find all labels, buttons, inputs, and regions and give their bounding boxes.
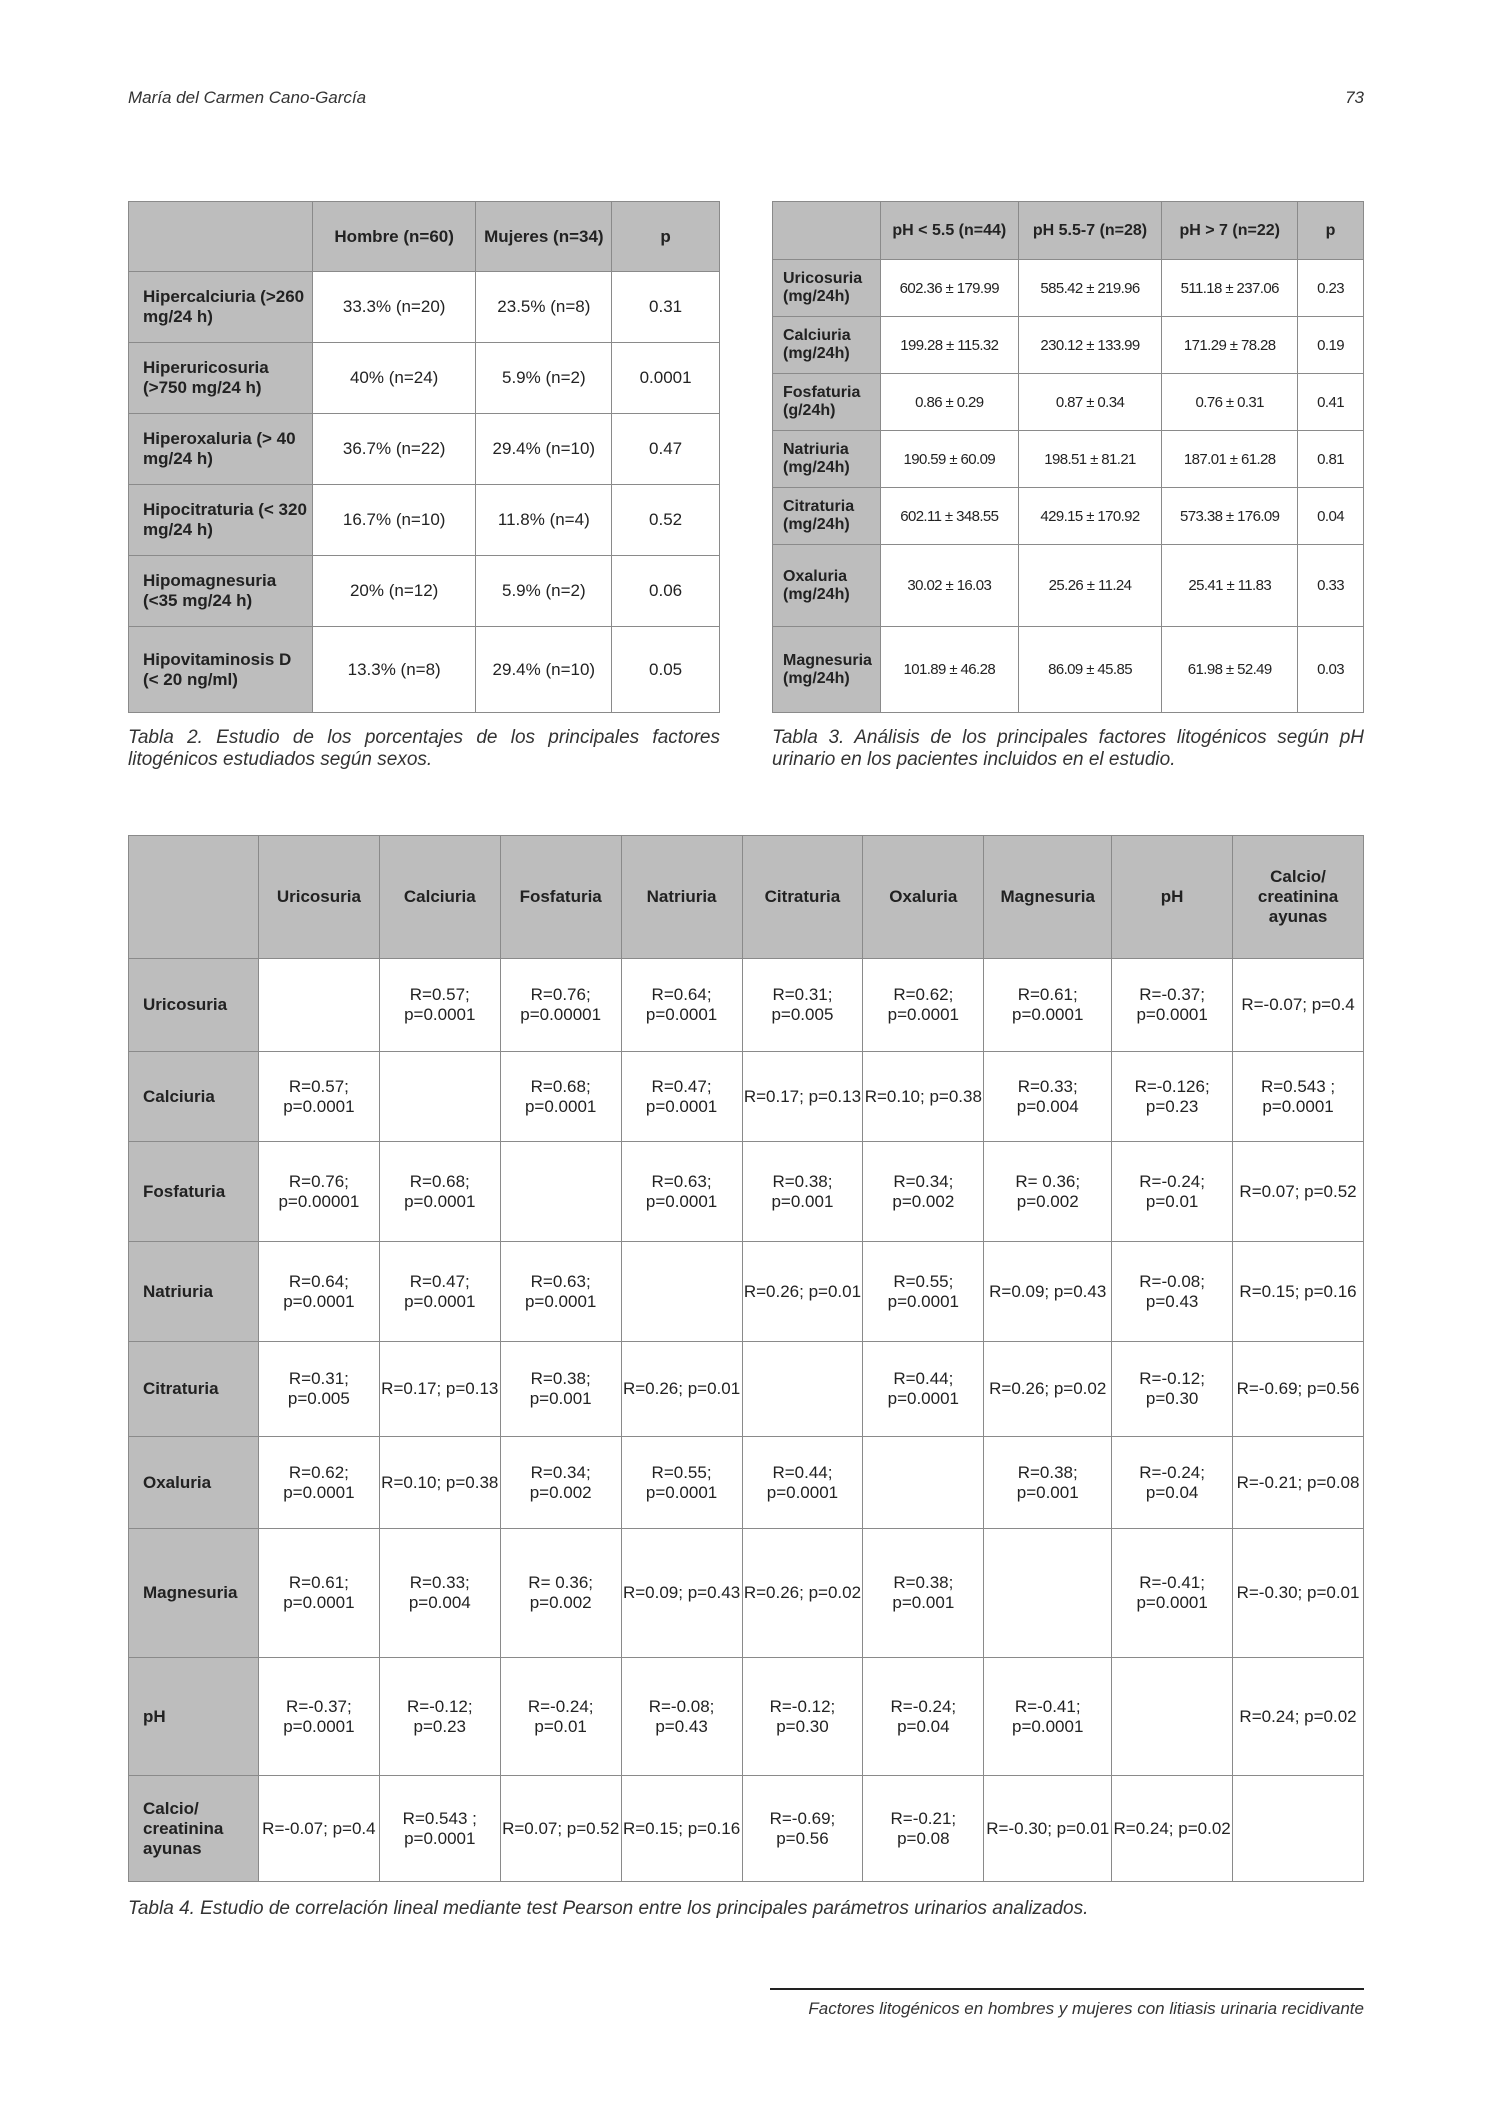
- table-4-pearson-correlation: [128, 835, 1364, 1882]
- table-cell: 602.11 ± 348.55: [880, 488, 1018, 545]
- table-row: [129, 1529, 1364, 1658]
- table-row: [129, 1342, 1364, 1437]
- table-cell: R=0.26; p=0.02: [742, 1529, 863, 1658]
- table-row: [773, 545, 1364, 627]
- column-header: Mujeres (n=34): [476, 202, 612, 272]
- table-cell: 0.47: [612, 414, 720, 485]
- table-cell: [1233, 1776, 1364, 1882]
- table-cell: R=-0.30; p=0.01: [984, 1776, 1112, 1882]
- table-cell: R=-0.07; p=0.4: [1233, 959, 1364, 1052]
- table-cell: R=0.57; p=0.0001: [258, 1052, 379, 1142]
- row-header: Calcio/ creatinina ayunas: [129, 1776, 259, 1882]
- table-row: [129, 1242, 1364, 1342]
- row-header: Natriuria: [129, 1242, 259, 1342]
- running-header-author: María del Carmen Cano-García: [128, 88, 367, 107]
- column-header: Fosfaturia: [500, 836, 621, 959]
- table-cell: R=-0.21; p=0.08: [863, 1776, 984, 1882]
- table-cell: [863, 1437, 984, 1529]
- row-header: Hipocitraturia (< 320 mg/24 h): [129, 485, 313, 556]
- table-header-row: [129, 202, 720, 272]
- table-cell: 36.7% (n=22): [312, 414, 476, 485]
- table-cell: R=0.38; p=0.001: [863, 1529, 984, 1658]
- table-cell: R=-0.37; p=0.0001: [1112, 959, 1233, 1052]
- column-header: p: [1298, 202, 1364, 260]
- table-row: [129, 556, 720, 627]
- table-cell: R=-0.08; p=0.43: [1112, 1242, 1233, 1342]
- table-row: [773, 431, 1364, 488]
- table-cell: R=0.543 ; p=0.0001: [379, 1776, 500, 1882]
- table-cell: 187.01 ± 61.28: [1162, 431, 1298, 488]
- table-cell: R=0.62; p=0.0001: [863, 959, 984, 1052]
- table-cell: 20% (n=12): [312, 556, 476, 627]
- table-header-row: [773, 202, 1364, 260]
- table-cell: R=0.26; p=0.01: [621, 1342, 742, 1437]
- row-header: Citraturia: [129, 1342, 259, 1437]
- table-cell: 13.3% (n=8): [312, 627, 476, 713]
- table-cell: R=0.31; p=0.005: [742, 959, 863, 1052]
- row-header: Natriuria (mg/24h): [773, 431, 881, 488]
- table-cell: R=0.63; p=0.0001: [500, 1242, 621, 1342]
- table-2-sex-comparison: [128, 201, 720, 713]
- table-cell: R=-0.24; p=0.04: [1112, 1437, 1233, 1529]
- table-cell: 16.7% (n=10): [312, 485, 476, 556]
- table-cell: 0.76 ± 0.31: [1162, 374, 1298, 431]
- row-header: Oxaluria: [129, 1437, 259, 1529]
- table-cell: R=0.10; p=0.38: [379, 1437, 500, 1529]
- table-cell: R=-0.12; p=0.30: [1112, 1342, 1233, 1437]
- table-header-row: [129, 836, 1364, 959]
- table-cell: R=0.57; p=0.0001: [379, 959, 500, 1052]
- table-row: [129, 1437, 1364, 1529]
- table-cell: 0.03: [1298, 627, 1364, 713]
- table-row: [129, 1142, 1364, 1242]
- table-3-ph-analysis: [772, 201, 1364, 713]
- table-cell: [258, 959, 379, 1052]
- table-cell: R=-0.41; p=0.0001: [1112, 1529, 1233, 1658]
- corner-header-cell: [129, 836, 259, 959]
- row-header: Hipomagnesuria (<35 mg/24 h): [129, 556, 313, 627]
- table-cell: 33.3% (n=20): [312, 272, 476, 343]
- table-row: [773, 374, 1364, 431]
- table-cell: R=0.26; p=0.01: [742, 1242, 863, 1342]
- table-cell: 585.42 ± 219.96: [1018, 260, 1162, 317]
- corner-header-cell: [773, 202, 881, 260]
- table-cell: 5.9% (n=2): [476, 556, 612, 627]
- table-cell: 0.06: [612, 556, 720, 627]
- table-cell: 0.86 ± 0.29: [880, 374, 1018, 431]
- table-cell: R=0.09; p=0.43: [984, 1242, 1112, 1342]
- table-cell: 29.4% (n=10): [476, 627, 612, 713]
- table-row: [773, 260, 1364, 317]
- column-header: Hombre (n=60): [312, 202, 476, 272]
- table-cell: [1112, 1658, 1233, 1776]
- table-cell: R=0.34; p=0.002: [500, 1437, 621, 1529]
- table-cell: R=-0.12; p=0.23: [379, 1658, 500, 1776]
- table-cell: R=0.47; p=0.0001: [621, 1052, 742, 1142]
- table-cell: 230.12 ± 133.99: [1018, 317, 1162, 374]
- table-cell: R=0.07; p=0.52: [1233, 1142, 1364, 1242]
- table-cell: 429.15 ± 170.92: [1018, 488, 1162, 545]
- column-header: Natriuria: [621, 836, 742, 959]
- table-cell: R=-0.37; p=0.0001: [258, 1658, 379, 1776]
- table-cell: R=0.68; p=0.0001: [500, 1052, 621, 1142]
- table-cell: 0.41: [1298, 374, 1364, 431]
- table-cell: 573.38 ± 176.09: [1162, 488, 1298, 545]
- table-cell: R=0.64; p=0.0001: [258, 1242, 379, 1342]
- table-cell: R=0.76; p=0.00001: [500, 959, 621, 1052]
- table-cell: R=0.44; p=0.0001: [863, 1342, 984, 1437]
- row-header: Fosfaturia (g/24h): [773, 374, 881, 431]
- table-cell: R=-0.41; p=0.0001: [984, 1658, 1112, 1776]
- table-cell: R=0.34; p=0.002: [863, 1142, 984, 1242]
- table-cell: R=0.10; p=0.38: [863, 1052, 984, 1142]
- table-cell: R=-0.69; p=0.56: [742, 1776, 863, 1882]
- table-cell: [742, 1342, 863, 1437]
- table-row: [773, 317, 1364, 374]
- table-3-caption: Tabla 3. Análisis de los principales factores litogénicos según pH urinario en los pacientes incluidos en el estudio.: [772, 727, 1364, 770]
- table-row: [129, 272, 720, 343]
- row-header: Uricosuria: [129, 959, 259, 1052]
- table-row: [129, 485, 720, 556]
- table-row: [129, 414, 720, 485]
- table-cell: R=-0.126; p=0.23: [1112, 1052, 1233, 1142]
- table-cell: 0.52: [612, 485, 720, 556]
- table-cell: 198.51 ± 81.21: [1018, 431, 1162, 488]
- table-cell: 0.19: [1298, 317, 1364, 374]
- table-cell: R=0.26; p=0.02: [984, 1342, 1112, 1437]
- table-cell: [379, 1052, 500, 1142]
- table-cell: R=0.17; p=0.13: [742, 1052, 863, 1142]
- row-header: Calciuria (mg/24h): [773, 317, 881, 374]
- table-cell: R=0.64; p=0.0001: [621, 959, 742, 1052]
- table-cell: 86.09 ± 45.85: [1018, 627, 1162, 713]
- table-cell: R=0.09; p=0.43: [621, 1529, 742, 1658]
- table-cell: R=-0.24; p=0.04: [863, 1658, 984, 1776]
- table-cell: R=0.68; p=0.0001: [379, 1142, 500, 1242]
- row-header: Magnesuria: [129, 1529, 259, 1658]
- row-header: Hiperoxaluria (> 40 mg/24 h): [129, 414, 313, 485]
- footer-rule: [770, 1988, 1364, 1990]
- table-cell: 0.0001: [612, 343, 720, 414]
- row-header: Hiperuricosuria (>750 mg/24 h): [129, 343, 313, 414]
- table-cell: 0.87 ± 0.34: [1018, 374, 1162, 431]
- table-cell: R=0.61; p=0.0001: [258, 1529, 379, 1658]
- table-cell: R=0.33; p=0.004: [984, 1052, 1112, 1142]
- table-cell: R=0.38; p=0.001: [742, 1142, 863, 1242]
- row-header: Fosfaturia: [129, 1142, 259, 1242]
- table-cell: R=0.17; p=0.13: [379, 1342, 500, 1437]
- table-cell: R=0.15; p=0.16: [621, 1776, 742, 1882]
- table-cell: R=0.38; p=0.001: [984, 1437, 1112, 1529]
- table-cell: 29.4% (n=10): [476, 414, 612, 485]
- table-cell: [500, 1142, 621, 1242]
- table-cell: R=0.55; p=0.0001: [621, 1437, 742, 1529]
- table-cell: 190.59 ± 60.09: [880, 431, 1018, 488]
- table-cell: R=0.62; p=0.0001: [258, 1437, 379, 1529]
- table-cell: 5.9% (n=2): [476, 343, 612, 414]
- column-header: Oxaluria: [863, 836, 984, 959]
- column-header: Citraturia: [742, 836, 863, 959]
- table-cell: R=-0.30; p=0.01: [1233, 1529, 1364, 1658]
- column-header: pH < 5.5 (n=44): [880, 202, 1018, 260]
- row-header: Hipercalciuria (>260 mg/24 h): [129, 272, 313, 343]
- table-cell: 171.29 ± 78.28: [1162, 317, 1298, 374]
- column-header: p: [612, 202, 720, 272]
- table-cell: R=0.24; p=0.02: [1112, 1776, 1233, 1882]
- table-cell: 101.89 ± 46.28: [880, 627, 1018, 713]
- running-footer: Factores litogénicos en hombres y mujeres con litiasis urinaria recidivante: [808, 1999, 1364, 2018]
- table-4-caption: Tabla 4. Estudio de correlación lineal mediante test Pearson entre los principales parámetros urinarios analizados.: [128, 1898, 1089, 1919]
- table-cell: R=0.47; p=0.0001: [379, 1242, 500, 1342]
- row-header: Citraturia (mg/24h): [773, 488, 881, 545]
- table-cell: R=0.55; p=0.0001: [863, 1242, 984, 1342]
- table-cell: R=0.15; p=0.16: [1233, 1242, 1364, 1342]
- page-number: 73: [1345, 88, 1364, 107]
- row-header: Magnesuria (mg/24h): [773, 627, 881, 713]
- table-cell: 0.31: [612, 272, 720, 343]
- table-cell: R=-0.21; p=0.08: [1233, 1437, 1364, 1529]
- table-cell: 0.81: [1298, 431, 1364, 488]
- table-cell: R=0.63; p=0.0001: [621, 1142, 742, 1242]
- table-row: [129, 959, 1364, 1052]
- column-header: pH > 7 (n=22): [1162, 202, 1298, 260]
- table-cell: R= 0.36; p=0.002: [500, 1529, 621, 1658]
- table-cell: 11.8% (n=4): [476, 485, 612, 556]
- column-header: pH 5.5-7 (n=28): [1018, 202, 1162, 260]
- table-cell: 0.05: [612, 627, 720, 713]
- table-row: [773, 488, 1364, 545]
- table-cell: R=-0.24; p=0.01: [500, 1658, 621, 1776]
- table-cell: 0.33: [1298, 545, 1364, 627]
- table-cell: 23.5% (n=8): [476, 272, 612, 343]
- table-row: [129, 627, 720, 713]
- table-cell: 0.04: [1298, 488, 1364, 545]
- table-cell: R=-0.69; p=0.56: [1233, 1342, 1364, 1437]
- table-cell: 30.02 ± 16.03: [880, 545, 1018, 627]
- table-cell: R=0.543 ; p=0.0001: [1233, 1052, 1364, 1142]
- table-cell: R=0.24; p=0.02: [1233, 1658, 1364, 1776]
- table-row: [129, 343, 720, 414]
- corner-header-cell: [129, 202, 313, 272]
- row-header: pH: [129, 1658, 259, 1776]
- table-row: [129, 1776, 1364, 1882]
- table-cell: R= 0.36; p=0.002: [984, 1142, 1112, 1242]
- table-cell: R=0.38; p=0.001: [500, 1342, 621, 1437]
- table-cell: R=0.76; p=0.00001: [258, 1142, 379, 1242]
- table-cell: 61.98 ± 52.49: [1162, 627, 1298, 713]
- table-row: [129, 1052, 1364, 1142]
- table-cell: R=-0.12; p=0.30: [742, 1658, 863, 1776]
- table-cell: 0.23: [1298, 260, 1364, 317]
- table-cell: R=-0.08; p=0.43: [621, 1658, 742, 1776]
- row-header: Uricosuria (mg/24h): [773, 260, 881, 317]
- table-cell: 25.41 ± 11.83: [1162, 545, 1298, 627]
- column-header: Calcio/ creatinina ayunas: [1233, 836, 1364, 959]
- table-row: [129, 1658, 1364, 1776]
- table-cell: R=-0.07; p=0.4: [258, 1776, 379, 1882]
- table-cell: 25.26 ± 11.24: [1018, 545, 1162, 627]
- table-cell: 40% (n=24): [312, 343, 476, 414]
- table-cell: R=-0.24; p=0.01: [1112, 1142, 1233, 1242]
- row-header: Calciuria: [129, 1052, 259, 1142]
- row-header: Oxaluria (mg/24h): [773, 545, 881, 627]
- table-cell: 511.18 ± 237.06: [1162, 260, 1298, 317]
- table-cell: R=0.07; p=0.52: [500, 1776, 621, 1882]
- table-cell: [984, 1529, 1112, 1658]
- table-cell: R=0.44; p=0.0001: [742, 1437, 863, 1529]
- column-header: Magnesuria: [984, 836, 1112, 959]
- table-cell: 602.36 ± 179.99: [880, 260, 1018, 317]
- table-row: [773, 627, 1364, 713]
- column-header: Calciuria: [379, 836, 500, 959]
- table-cell: R=0.31; p=0.005: [258, 1342, 379, 1437]
- table-cell: [621, 1242, 742, 1342]
- column-header: pH: [1112, 836, 1233, 959]
- row-header: Hipovitaminosis D (< 20 ng/ml): [129, 627, 313, 713]
- column-header: Uricosuria: [258, 836, 379, 959]
- table-cell: 199.28 ± 115.32: [880, 317, 1018, 374]
- table-cell: R=0.61; p=0.0001: [984, 959, 1112, 1052]
- table-2-caption: Tabla 2. Estudio de los porcentajes de los principales factores litogénicos estudiados según sexos.: [128, 727, 720, 770]
- table-cell: R=0.33; p=0.004: [379, 1529, 500, 1658]
